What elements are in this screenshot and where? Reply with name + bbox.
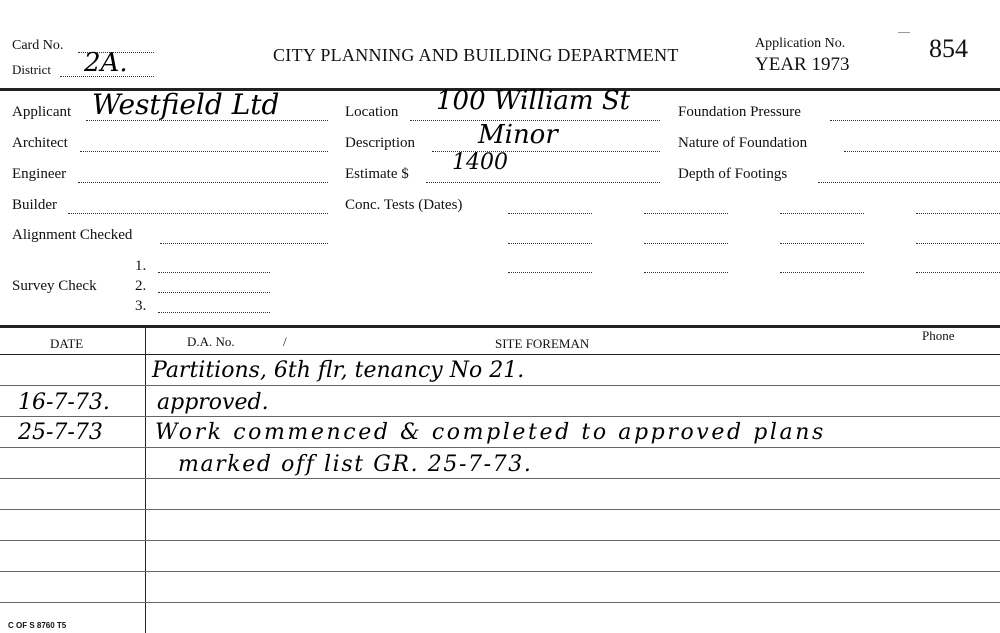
conc-line-r2c4 <box>916 243 1000 244</box>
builder-line <box>68 213 328 214</box>
phone-header: Phone <box>922 328 955 343</box>
log-row-3-text: Work commenced & completed to approved plans <box>155 420 826 445</box>
corner-mark: — <box>898 24 910 38</box>
estimate-value: 1400 <box>452 150 508 175</box>
estimate-label: Estimate $ <box>345 166 409 182</box>
log-line-2 <box>0 416 1000 417</box>
description-label: Description <box>345 135 415 151</box>
form-code: C OF S 8760 T5 <box>8 621 67 630</box>
engineer-label: Engineer <box>12 166 67 182</box>
foundation-pressure-line <box>830 120 1000 121</box>
log-line-4 <box>0 478 1000 479</box>
log-row-2-text: approved. <box>157 390 269 415</box>
conc-line-r3c1 <box>508 272 592 273</box>
conc-tests-label: Conc. Tests (Dates) <box>345 197 463 213</box>
survey-item-2: 2. <box>135 278 147 294</box>
nature-foundation-line <box>844 151 1000 152</box>
survey-check-label: Survey Check <box>12 278 97 294</box>
log-top-rule <box>0 325 1000 328</box>
conc-line-r1c4 <box>916 213 1000 214</box>
log-line-1 <box>0 385 1000 386</box>
log-row-3-date: 25-7-73 <box>18 420 103 445</box>
survey-line-1 <box>158 272 270 273</box>
conc-line-r3c4 <box>916 272 1000 273</box>
conc-line-r1c1 <box>508 213 592 214</box>
nature-foundation-label: Nature of Foundation <box>678 135 808 151</box>
location-value: 100 William St <box>436 86 631 116</box>
estimate-line <box>426 182 660 183</box>
conc-line-r2c1 <box>508 243 592 244</box>
da-slash: / <box>283 334 287 349</box>
log-line-7 <box>0 571 1000 572</box>
survey-line-2 <box>158 292 270 293</box>
depth-footings-line <box>818 182 1000 183</box>
log-row-2-date: 16-7-73. <box>18 390 110 415</box>
date-header: DATE <box>50 336 84 351</box>
survey-item-3: 3. <box>135 298 147 314</box>
foundation-pressure-label: Foundation Pressure <box>678 104 801 120</box>
log-line-6 <box>0 540 1000 541</box>
survey-line-3 <box>158 312 270 313</box>
builder-label: Builder <box>12 197 57 213</box>
log-row-4-text: marked off list GR. 25-7-73. <box>178 452 533 477</box>
conc-line-r3c2 <box>644 272 728 273</box>
description-value: Minor <box>478 120 558 150</box>
site-foreman-header: SITE FOREMAN <box>495 336 590 351</box>
district-label: District <box>12 62 51 77</box>
application-number: 854 <box>929 34 968 63</box>
application-no-label: Application No. <box>755 36 846 51</box>
conc-line-r3c3 <box>780 272 864 273</box>
log-line-5 <box>0 509 1000 510</box>
year-label: YEAR 1973 <box>755 54 850 75</box>
architect-line <box>80 151 328 152</box>
applicant-value: Westfield Ltd <box>92 88 280 121</box>
applicant-label: Applicant <box>12 104 72 120</box>
depth-footings-label: Depth of Footings <box>678 166 788 182</box>
conc-line-r2c2 <box>644 243 728 244</box>
alignment-label: Alignment Checked <box>12 227 133 243</box>
card-no-label: Card No. <box>12 38 64 53</box>
log-line-3 <box>0 447 1000 448</box>
conc-line-r1c2 <box>644 213 728 214</box>
alignment-line <box>160 243 328 244</box>
log-header-line <box>0 354 1000 355</box>
architect-label: Architect <box>12 135 68 151</box>
date-column-divider <box>145 325 146 633</box>
location-label: Location <box>345 104 399 120</box>
log-line-8 <box>0 602 1000 603</box>
conc-line-r1c3 <box>780 213 864 214</box>
department-title: CITY PLANNING AND BUILDING DEPARTMENT <box>273 45 679 65</box>
conc-line-r2c3 <box>780 243 864 244</box>
district-value: 2A. <box>84 48 128 78</box>
survey-item-1: 1. <box>135 258 147 274</box>
engineer-line <box>78 182 328 183</box>
log-row-1-text: Partitions, 6th flr, tenancy No 21. <box>152 358 525 383</box>
da-header: D.A. No. <box>187 334 235 349</box>
